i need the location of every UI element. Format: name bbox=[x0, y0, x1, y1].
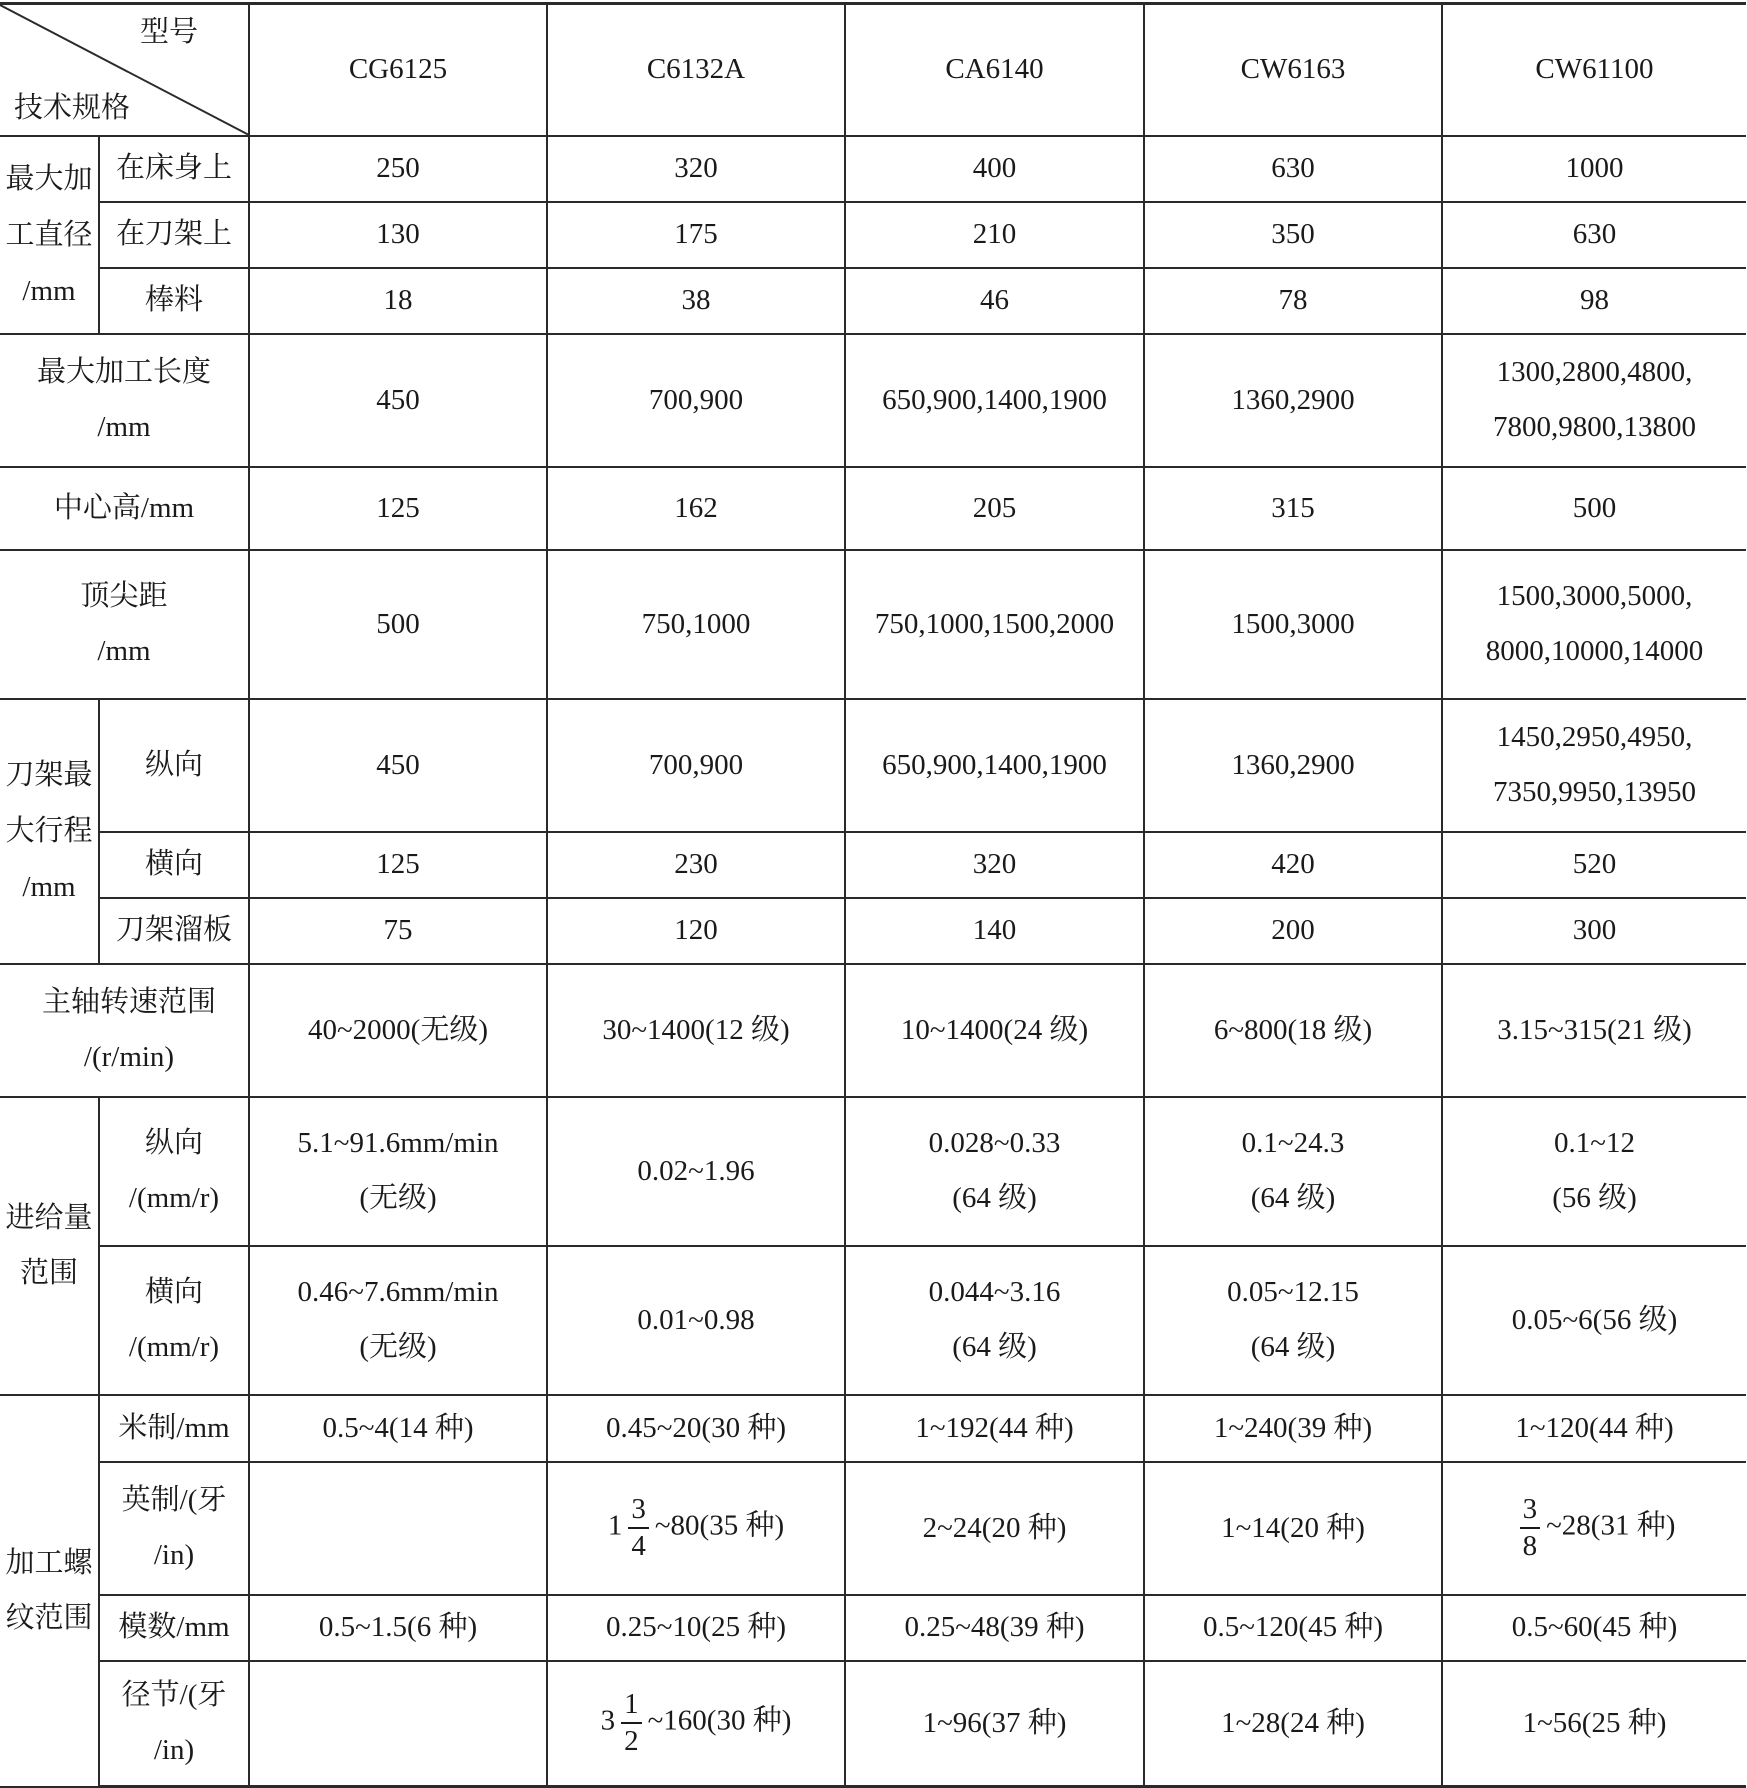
center-distance-label: 顶尖距 /mm bbox=[0, 550, 249, 699]
table-cell: 1360,2900 bbox=[1144, 334, 1442, 467]
table-cell: 320 bbox=[845, 832, 1144, 898]
table-row bbox=[0, 898, 1746, 964]
table-cell: 1450,2950,4950, 7350,9950,13950 bbox=[1442, 699, 1746, 832]
table-cell: 18 bbox=[249, 268, 547, 334]
table-cell: 1300,2800,4800, 7800,9800,13800 bbox=[1442, 334, 1746, 467]
corner-model-label: 型号 bbox=[139, 16, 198, 48]
table-cell: 0.46~7.6mm/min (无级) bbox=[249, 1246, 547, 1395]
table-row bbox=[0, 1462, 1746, 1595]
table-cell: 1~96(37 种) bbox=[845, 1661, 1144, 1787]
table-cell: 0.02~1.96 bbox=[547, 1097, 845, 1246]
table-cell: 1~56(25 种) bbox=[1442, 1661, 1746, 1787]
row-label: 纵向 /(mm/r) bbox=[99, 1097, 249, 1246]
table-cell: 0.5~120(45 种) bbox=[1144, 1595, 1442, 1661]
table-row bbox=[0, 550, 1746, 699]
row-label: 横向 bbox=[99, 832, 249, 898]
table-cell: 250 bbox=[249, 136, 547, 202]
table-cell: 315 bbox=[1144, 467, 1442, 550]
table-cell: 1~14(20 种) bbox=[1144, 1462, 1442, 1595]
table-cell bbox=[249, 1661, 547, 1787]
table-cell: 162 bbox=[547, 467, 845, 550]
table-cell: 630 bbox=[1442, 202, 1746, 268]
table-cell: 1000 bbox=[1442, 136, 1746, 202]
table-row bbox=[0, 268, 1746, 334]
row-label: 在刀架上 bbox=[99, 202, 249, 268]
corner-cell bbox=[0, 4, 249, 136]
table-cell: 0.5~1.5(6 种) bbox=[249, 1595, 547, 1661]
table-cell: 230 bbox=[547, 832, 845, 898]
table-cell: 700,900 bbox=[547, 334, 845, 467]
table-cell: 300 bbox=[1442, 898, 1746, 964]
table-cell: 1500,3000,5000, 8000,10000,14000 bbox=[1442, 550, 1746, 699]
table-cell: 1~240(39 种) bbox=[1144, 1395, 1442, 1462]
table-cell: 3 $\frac{1}{2}$ ~160(30 种) bbox=[547, 1661, 845, 1787]
table-cell: 1~192(44 种) bbox=[845, 1395, 1144, 1462]
table-cell: 500 bbox=[1442, 467, 1746, 550]
tool-travel-group-label: 刀架最 大行程 /mm bbox=[0, 699, 99, 964]
table-cell: 0.5~60(45 种) bbox=[1442, 1595, 1746, 1661]
table-cell: 130 bbox=[249, 202, 547, 268]
table-cell: 205 bbox=[845, 467, 1144, 550]
row-label: 米制/mm bbox=[99, 1395, 249, 1462]
table-row bbox=[0, 964, 1746, 1097]
table-cell: 1~120(44 种) bbox=[1442, 1395, 1746, 1462]
feed-group-label: 进给量 范围 bbox=[0, 1097, 99, 1395]
max-length-label: 最大加工长度 /mm bbox=[0, 334, 249, 467]
table-row bbox=[0, 334, 1746, 467]
table-cell: 0.044~3.16 (64 级) bbox=[845, 1246, 1144, 1395]
table-cell: 5.1~91.6mm/min (无级) bbox=[249, 1097, 547, 1246]
table-cell: 0.05~6(56 级) bbox=[1442, 1246, 1746, 1395]
table-cell: 1~28(24 种) bbox=[1144, 1661, 1442, 1787]
table-cell: 750,1000,1500,2000 bbox=[845, 550, 1144, 699]
row-label: 英制/(牙 /in) bbox=[99, 1462, 249, 1595]
table-row bbox=[0, 1097, 1746, 1246]
table-cell: 750,1000 bbox=[547, 550, 845, 699]
table-cell: 46 bbox=[845, 268, 1144, 334]
table-row bbox=[0, 1395, 1746, 1462]
table-cell: 320 bbox=[547, 136, 845, 202]
table-row bbox=[0, 699, 1746, 832]
table-cell: 350 bbox=[1144, 202, 1442, 268]
row-label: 模数/mm bbox=[99, 1595, 249, 1661]
table-row bbox=[0, 1595, 1746, 1661]
table-cell: 98 bbox=[1442, 268, 1746, 334]
table-cell: 420 bbox=[1144, 832, 1442, 898]
table-cell: 120 bbox=[547, 898, 845, 964]
table-cell: 0.1~24.3 (64 级) bbox=[1144, 1097, 1442, 1246]
row-label: 横向 /(mm/r) bbox=[99, 1246, 249, 1395]
table-cell: 0.45~20(30 种) bbox=[547, 1395, 845, 1462]
table-cell: 0.028~0.33 (64 级) bbox=[845, 1097, 1144, 1246]
row-label: 刀架溜板 bbox=[99, 898, 249, 964]
thread-group-label: 加工螺 纹范围 bbox=[0, 1395, 99, 1787]
table-cell: 1500,3000 bbox=[1144, 550, 1442, 699]
max-diameter-group-label: 最大加 工直径 /mm bbox=[0, 136, 99, 334]
table-cell: 3.15~315(21 级) bbox=[1442, 964, 1746, 1097]
table-cell: 450 bbox=[249, 699, 547, 832]
table-cell: 0.25~10(25 种) bbox=[547, 1595, 845, 1661]
table-cell: 40~2000(无级) bbox=[249, 964, 547, 1097]
table-cell: 125 bbox=[249, 832, 547, 898]
table-row bbox=[0, 1661, 1746, 1787]
table-cell: 0.5~4(14 种) bbox=[249, 1395, 547, 1462]
model-header: CG6125 bbox=[249, 4, 547, 136]
table-cell: 10~1400(24 级) bbox=[845, 964, 1144, 1097]
table-cell: 400 bbox=[845, 136, 1144, 202]
table-cell: 200 bbox=[1144, 898, 1442, 964]
header-row bbox=[0, 4, 1746, 136]
row-label: 纵向 bbox=[99, 699, 249, 832]
table-cell: 30~1400(12 级) bbox=[547, 964, 845, 1097]
model-header: C6132A bbox=[547, 4, 845, 136]
table-cell: 175 bbox=[547, 202, 845, 268]
table-cell: 630 bbox=[1144, 136, 1442, 202]
table-cell: 125 bbox=[249, 467, 547, 550]
row-label: 在床身上 bbox=[99, 136, 249, 202]
table-cell: 650,900,1400,1900 bbox=[845, 699, 1144, 832]
model-header: CW61100 bbox=[1442, 4, 1746, 136]
table-cell: 0.1~12 (56 级) bbox=[1442, 1097, 1746, 1246]
table-cell: $\frac{3}{8}$ ~28(31 种) bbox=[1442, 1462, 1746, 1595]
spindle-speed-label: 主轴转速范围 /(r/min) bbox=[0, 964, 249, 1097]
table-cell: 500 bbox=[249, 550, 547, 699]
center-height-label: 中心高/mm bbox=[0, 467, 249, 550]
table-cell: 520 bbox=[1442, 832, 1746, 898]
table-row bbox=[0, 202, 1746, 268]
corner-spec-label: 技术规格 bbox=[14, 91, 131, 124]
table-cell: 700,900 bbox=[547, 699, 845, 832]
table-cell: 38 bbox=[547, 268, 845, 334]
table-cell: 650,900,1400,1900 bbox=[845, 334, 1144, 467]
table-cell: 75 bbox=[249, 898, 547, 964]
table-row bbox=[0, 1246, 1746, 1395]
table-cell: 2~24(20 种) bbox=[845, 1462, 1144, 1595]
fraction: $\frac{3}{8}$ bbox=[1520, 1495, 1541, 1561]
row-label: 棒料 bbox=[99, 268, 249, 334]
row-label: 径节/(牙 /in) bbox=[99, 1661, 249, 1787]
fraction: $\frac{1}{2}$ bbox=[621, 1690, 642, 1756]
table-cell: 0.01~0.98 bbox=[547, 1246, 845, 1395]
model-header: CW6163 bbox=[1144, 4, 1442, 136]
table-cell: 450 bbox=[249, 334, 547, 467]
table-cell: 1 $\frac{3}{4}$ ~80(35 种) bbox=[547, 1462, 845, 1595]
table-cell: 210 bbox=[845, 202, 1144, 268]
table-cell: 1360,2900 bbox=[1144, 699, 1442, 832]
table-row bbox=[0, 136, 1746, 202]
model-header: CA6140 bbox=[845, 4, 1144, 136]
table-cell: 0.25~48(39 种) bbox=[845, 1595, 1144, 1661]
table-row bbox=[0, 832, 1746, 898]
table-cell: 140 bbox=[845, 898, 1144, 964]
table-cell: 0.05~12.15 (64 级) bbox=[1144, 1246, 1442, 1395]
table-cell: 6~800(18 级) bbox=[1144, 964, 1442, 1097]
table-cell bbox=[249, 1462, 547, 1595]
table-row bbox=[0, 467, 1746, 550]
table-cell: 78 bbox=[1144, 268, 1442, 334]
fraction: $\frac{3}{4}$ bbox=[628, 1495, 649, 1561]
lathe-spec-table bbox=[0, 2, 1746, 1788]
